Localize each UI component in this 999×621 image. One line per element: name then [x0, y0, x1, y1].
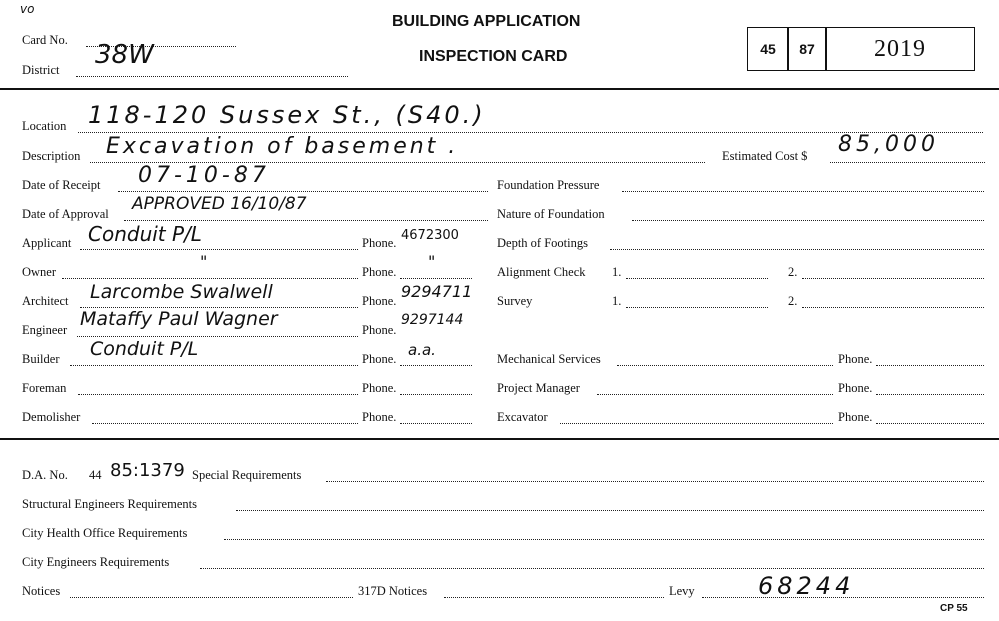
architect-value: Larcombe Swalwell [90, 281, 273, 303]
form-code: CP 55 [940, 603, 968, 614]
alignment-check-label: Alignment Check [497, 265, 586, 279]
foreman-phone-label: Phone. [362, 381, 397, 395]
notices-label: Notices [22, 584, 61, 598]
architect-phone-value: 9294711 [401, 282, 473, 301]
notices-317d-field[interactable] [444, 597, 664, 598]
card-box-1 [747, 27, 789, 71]
builder-phone-value: a.a. [408, 341, 436, 359]
city-engineers-requirements-field[interactable] [200, 568, 984, 569]
notices-317d-label: 317D Notices [358, 584, 428, 598]
card-box-1-value: 45 [760, 41, 776, 57]
alignment-check-1-field[interactable] [626, 278, 768, 279]
card-no-label: Card No. [22, 33, 68, 47]
structural-requirements-field[interactable] [236, 510, 984, 511]
builder-value: Conduit P/L [90, 338, 199, 360]
location-value: 118-120 Sussex St., (S40.) [88, 101, 486, 129]
owner-field[interactable] [62, 278, 358, 279]
district-label: District [22, 63, 60, 77]
date-of-receipt-value: 07-10-87 [138, 163, 270, 188]
special-requirements-label: Special Requirements [192, 468, 302, 482]
nature-of-foundation-label: Nature of Foundation [497, 207, 605, 221]
owner-label: Owner [22, 265, 57, 279]
title-line-2: INSPECTION CARD [419, 48, 568, 65]
mechanical-services-phone-field[interactable] [876, 365, 984, 366]
da-no-label: D.A. No. [22, 468, 68, 482]
depth-of-footings-label: Depth of Footings [497, 236, 588, 250]
header-divider [0, 88, 999, 90]
applicant-phone-label: Phone. [362, 236, 397, 250]
excavator-phone-field[interactable] [876, 423, 984, 424]
foreman-phone-field[interactable] [400, 394, 472, 395]
survey-1-label: 1. [612, 294, 622, 308]
owner-phone-field[interactable] [400, 278, 472, 279]
project-manager-phone-field[interactable] [876, 394, 984, 395]
owner-phone-label: Phone. [362, 265, 397, 279]
excavator-field[interactable] [560, 423, 833, 424]
applicant-field[interactable] [80, 249, 358, 250]
mechanical-services-phone-label: Phone. [838, 352, 873, 366]
levy-label: Levy [669, 584, 695, 598]
date-of-receipt-field[interactable] [118, 191, 488, 192]
engineer-phone-label: Phone. [362, 323, 397, 337]
project-manager-field[interactable] [597, 394, 833, 395]
engineer-phone-value: 9297144 [401, 312, 464, 328]
title-line-1: BUILDING APPLICATION [392, 13, 581, 30]
card-number-box [825, 27, 975, 71]
alignment-check-2-label: 2. [788, 265, 798, 279]
demolisher-field[interactable] [92, 423, 358, 424]
notices-field[interactable] [70, 597, 353, 598]
section-divider [0, 438, 999, 440]
mechanical-services-label: Mechanical Services [497, 352, 601, 366]
excavator-phone-label: Phone. [838, 410, 873, 424]
survey-1-field[interactable] [626, 307, 768, 308]
architect-phone-label: Phone. [362, 294, 397, 308]
location-label: Location [22, 119, 67, 133]
mechanical-services-field[interactable] [617, 365, 833, 366]
date-of-approval-value: APPROVED 16/10/87 [132, 194, 307, 214]
builder-phone-label: Phone. [362, 352, 397, 366]
project-manager-label: Project Manager [497, 381, 580, 395]
owner-phone-value: " [428, 252, 436, 271]
foundation-pressure-field[interactable] [622, 191, 984, 192]
description-label: Description [22, 149, 81, 163]
demolisher-phone-field[interactable] [400, 423, 472, 424]
owner-value: " [200, 252, 208, 271]
description-value: Excavation of basement . [106, 134, 459, 159]
district-value: 38W [95, 40, 154, 70]
demolisher-phone-label: Phone. [362, 410, 397, 424]
builder-label: Builder [22, 352, 60, 366]
date-of-receipt-label: Date of Receipt [22, 178, 101, 192]
builder-field[interactable] [70, 365, 358, 366]
special-requirements-field[interactable] [326, 481, 984, 482]
foundation-pressure-label: Foundation Pressure [497, 178, 600, 192]
estimated-cost-value: 85,000 [838, 132, 939, 157]
nature-of-foundation-field[interactable] [632, 220, 984, 221]
architect-label: Architect [22, 294, 69, 308]
date-of-approval-field[interactable] [124, 220, 488, 221]
survey-2-field[interactable] [802, 307, 984, 308]
card-no-note: vo [20, 2, 35, 16]
city-engineers-requirements-label: City Engineers Requirements [22, 555, 170, 569]
depth-of-footings-field[interactable] [610, 249, 984, 250]
survey-label: Survey [497, 294, 533, 308]
project-manager-phone-label: Phone. [838, 381, 873, 395]
alignment-check-1-label: 1. [612, 265, 622, 279]
foreman-label: Foreman [22, 381, 67, 395]
estimated-cost-label: Estimated Cost $ [722, 149, 808, 163]
excavator-label: Excavator [497, 410, 548, 424]
card-number-value: 2019 [874, 35, 926, 62]
levy-value: 68244 [758, 572, 855, 600]
da-no-value: 85:1379 [110, 460, 185, 481]
estimated-cost-field[interactable] [830, 162, 985, 163]
applicant-label: Applicant [22, 236, 72, 250]
health-requirements-field[interactable] [224, 539, 984, 540]
health-requirements-label: City Health Office Requirements [22, 526, 188, 540]
survey-2-label: 2. [788, 294, 798, 308]
applicant-phone-value: 4672300 [401, 228, 459, 243]
card-box-2-value: 87 [799, 41, 815, 57]
engineer-label: Engineer [22, 323, 68, 337]
da-no-prefix: 44 [89, 468, 102, 482]
builder-phone-field[interactable] [400, 365, 472, 366]
structural-requirements-label: Structural Engineers Requirements [22, 497, 197, 511]
demolisher-label: Demolisher [22, 410, 81, 424]
engineer-field[interactable] [77, 336, 358, 337]
engineer-value: Mataffy Paul Wagner [80, 308, 278, 330]
district-field[interactable] [76, 76, 348, 77]
date-of-approval-label: Date of Approval [22, 207, 109, 221]
alignment-check-2-field[interactable] [802, 278, 984, 279]
applicant-value: Conduit P/L [88, 222, 202, 246]
card-box-2 [787, 27, 827, 71]
foreman-field[interactable] [78, 394, 358, 395]
